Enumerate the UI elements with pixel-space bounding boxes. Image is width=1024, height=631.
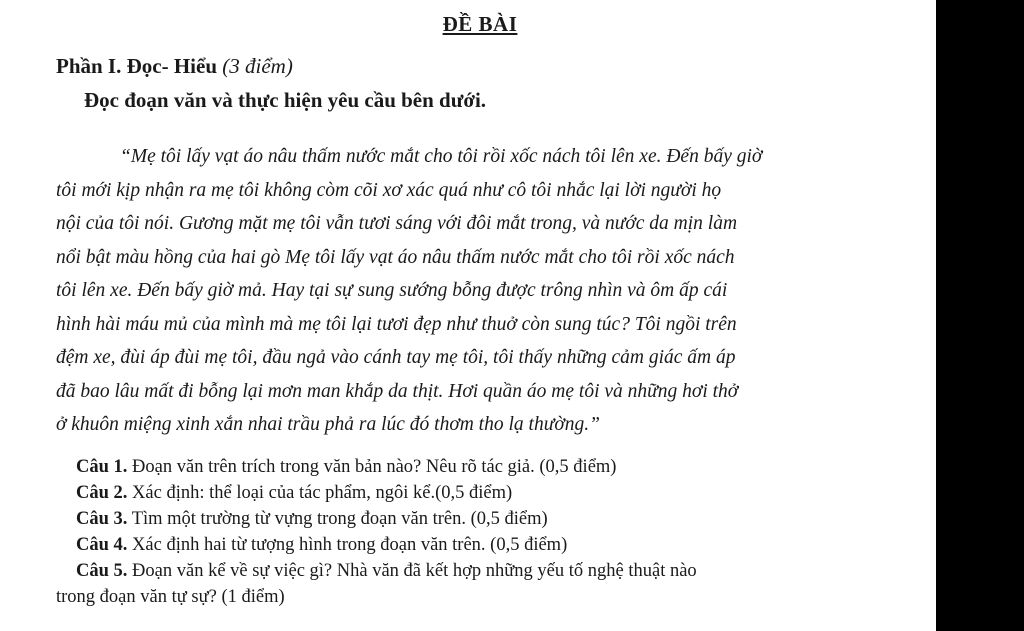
question-list: [56, 454, 926, 610]
question-text: Xác định: thể loại của tác phẩm, ngôi kể.(0,5 điểm): [127, 483, 513, 503]
question-item: [56, 454, 926, 480]
part-title: Phần I. Đọc- Hiểu: [56, 54, 218, 78]
question-text: Đoạn văn kể về sự việc gì? Nhà văn đã kết hợp những yếu tố nghệ thuật nào: [127, 561, 697, 581]
question-text: Đoạn văn trên trích trong văn bản nào? Nêu rõ tác giả. (0,5 điểm): [127, 457, 617, 477]
question-text: Tìm một trường từ vựng trong đoạn văn trên. (0,5 điểm): [127, 509, 548, 529]
passage: [56, 140, 902, 442]
question-number: Câu 1.: [76, 457, 128, 477]
part-heading: [56, 54, 293, 79]
question-continuation: trong đoạn văn tự sự? (1 điểm): [56, 587, 285, 607]
question-text: Xác định hai từ tượng hình trong đoạn văn trên. (0,5 điểm): [127, 535, 568, 555]
passage-line: nổi bật màu hồng của hai gò Mẹ tôi lấy vạt áo nâu thấm nước mắt cho tôi rồi xốc nách: [56, 246, 735, 268]
question-number: Câu 5.: [76, 561, 128, 581]
passage-line: ở khuôn miệng xinh xắn nhai trầu phả ra lúc đó thơm tho lạ thường.”: [56, 414, 600, 435]
part-points: (3 điểm): [222, 54, 293, 78]
question-item: [56, 480, 926, 506]
question-number: Câu 4.: [76, 535, 128, 555]
instruction: Đọc đoạn văn và thực hiện yêu cầu bên dưới.: [84, 88, 487, 112]
question-number: Câu 3.: [76, 509, 128, 529]
passage-line: tôi lên xe. Đến bấy giờ mả. Hay tại sự sung sướng bỗng được trông nhìn và ôm ấp cái: [56, 280, 728, 301]
passage-line: đã bao lâu mất đi bỗng lại mơn man khắp da thịt. Hơi quần áo mẹ tôi và những hơi thở: [56, 380, 739, 402]
question-item: [56, 558, 926, 584]
document-title: ĐỀ BÀI: [442, 12, 518, 36]
passage-line: đệm xe, đùi áp đùi mẹ tôi, đầu ngả vào cánh tay mẹ tôi, tôi thấy những cảm giác ấm áp: [56, 347, 736, 368]
question-item: [56, 532, 926, 558]
question-item: [56, 506, 926, 532]
passage-line: tôi mới kịp nhận ra mẹ tôi không còm cõi xơ xác quá như cô tôi nhắc lại lời người họ: [56, 179, 722, 201]
question-number: Câu 2.: [76, 483, 128, 503]
passage-line: nội của tôi nói. Gương mặt mẹ tôi vẫn tươi sáng với đôi mắt trong, và nước da mịn làm: [56, 213, 738, 234]
passage-line: hình hài máu mủ của mình mà mẹ tôi lại tươi đẹp như thuở còn sung túc? Tôi ngồi trên: [56, 313, 737, 335]
passage-line: “Mẹ tôi lấy vạt áo nâu thấm nước mắt cho tôi rồi xốc nách tôi lên xe. Đến bấy giờ: [120, 146, 763, 167]
right-black-border: [936, 0, 1024, 631]
